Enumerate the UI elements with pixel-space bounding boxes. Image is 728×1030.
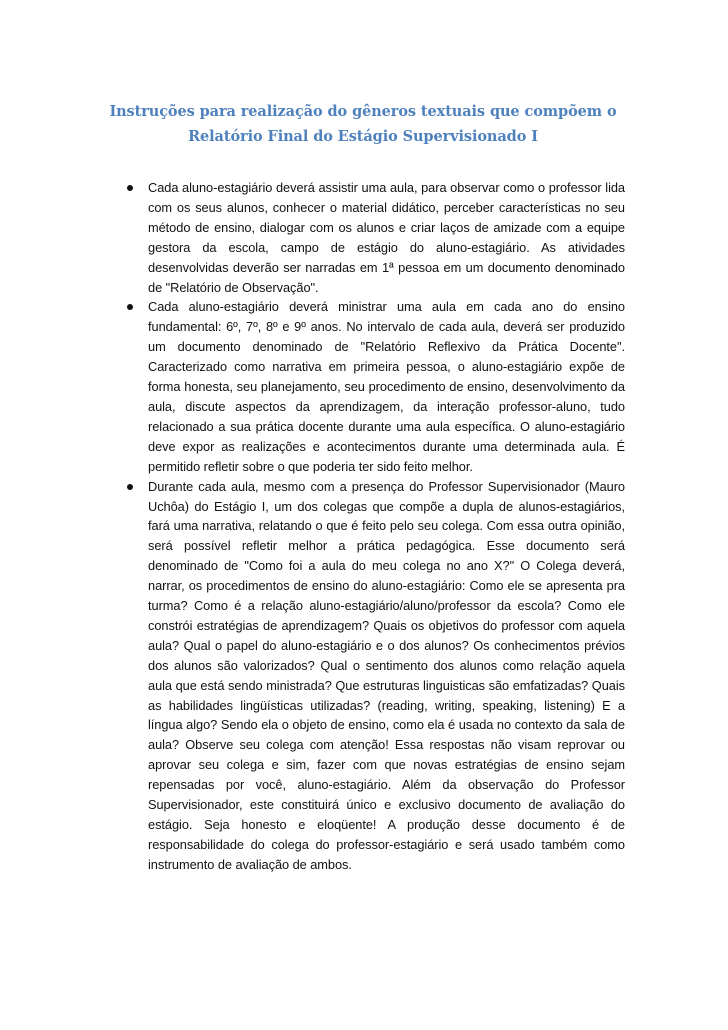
list-item (125, 477, 625, 875)
list-item-text: Cada aluno-estagiário deverá ministrar uma aula em cada ano do ensino fundamental: 6º, 7º, 8º e 9º anos. No intervalo de cada aula, deverá ser produzido um documento denominado de "Relatório Reflexivo da Prática Docente". Caracterizado como narrativa em primeira pessoa, o aluno-estagiário expõe de forma honesta, seu planejamento, seu procedimento de ensino, desenvolvimento da aula, discute aspectos da aprendizagem, da interação professor-aluno, tudo relacionado a sua prática docente durante uma aula específica. O aluno-estagiário deve expor as realizações e acontecimentos durante uma determinada aula. É permitido refletir sobre o que poderia ter sido feito melhor. (148, 299, 625, 474)
title-line-1: Instruções para realização do gêneros textuais que compõem o (109, 103, 617, 120)
document-title (108, 99, 618, 149)
list-item-text: Cada aluno-estagiário deverá assistir uma aula, para observar como o professor lida com os seus alunos, conhecer o material didático, perceber características no seu método de ensino, dialogar com os alunos e criar laços de amizade com a equipe gestora da escola, campo de estágio do aluno-estagiário. As atividades desenvolvidas deverão ser narradas em 1ª pessoa em um documento denominado de "Relatório de Observação". (148, 180, 625, 295)
list-item (125, 297, 625, 476)
list-item-text: Durante cada aula, mesmo com a presença do Professor Supervisionador (Mauro Uchôa) do Estágio I, um dos colegas que compõe a dupla de alunos-estagiários, fará uma narrativa, relatando o que é feito pelo seu colega. Com essa outra opinião, será possível refletir melhor a prática pedagógica. Esse documento será denominado de "Como foi a aula do meu colega no ano X?" O Colega deverá, narrar, os procedimentos de ensino do aluno-estagiário: Como ele se apresenta pra turma? Como é a relação aluno-estagiário/aluno/professor da escola? Como ele constrói estratégias de aprendizagem? Quais os objetivos do professor com aquela aula? Qual o papel do aluno-estagiário e o dos alunos? Os conhecimentos prévios dos alunos são valorizados? Qual o sentimento dos alunos como relação aquela aula que está sendo ministrada? Que estruturas linguisticas são emfatizadas? Quais as habilidades lingüísticas utilizadas? (reading, writing, speaking, listening) E a língua algo? Sendo ela o objeto de ensino, como ela é usada no contexto da sala de aula? Observe seu colega com atenção! Essa respostas não visam reprovar ou aprovar seu colega e sim, fazer com que novas estratégias de ensino sejam repensadas por você, aluno-estagiário. Além da observação do Professor Supervisionador, este constituirá único e exclusivo documento de avaliação do estágio. Seja honesto e eloqüente! A produção desse documento é de responsabilidade do colega do professor-estagiário e será usado também como instrumento de avaliação de ambos. (148, 478, 625, 872)
list-item (125, 178, 625, 297)
title-line-2: Relatório Final do Estágio Supervisionado I (188, 128, 538, 145)
bullet-icon (127, 484, 133, 490)
bullet-icon (127, 185, 133, 191)
instruction-list (125, 178, 625, 875)
bullet-icon (127, 304, 133, 310)
